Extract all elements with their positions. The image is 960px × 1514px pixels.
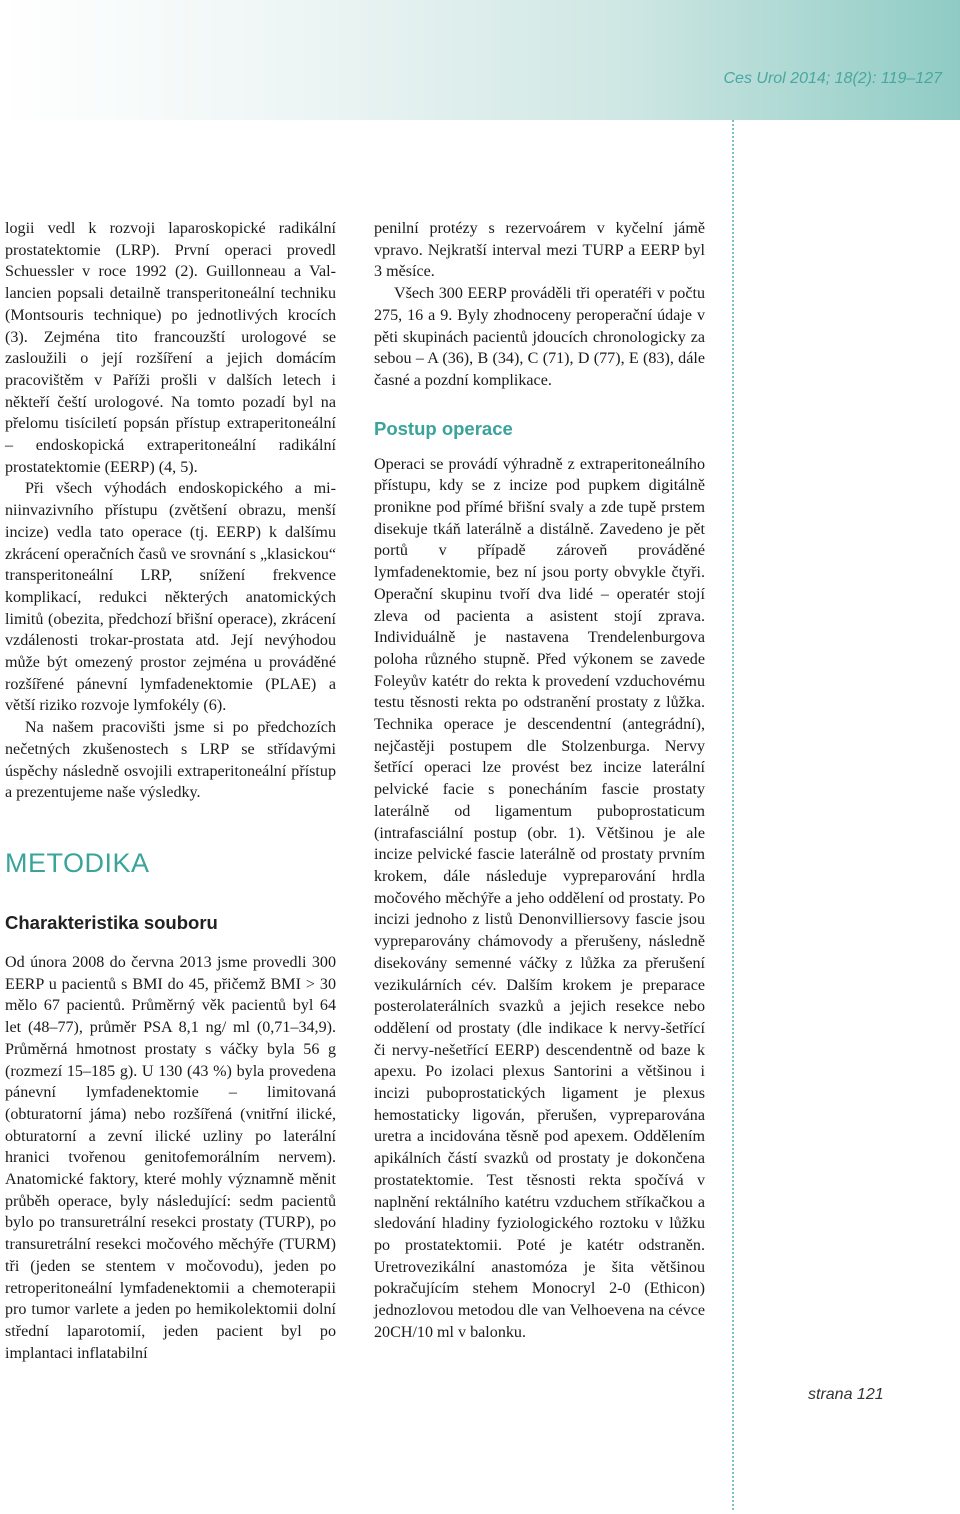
paragraph: logii vedl k rozvoji laparoskopické radikální prostatektomie (LRP). První operaci provedl Schuessler v roce 1992 (2). Guillonneau a Vallancien popsali detailně transperitoneální techniku (Montsouris technique) po jednotlivých krocích (3). Zejména tito francouzští urologové se zasloužili o její rozšíření a jejich domácím pracovištěm v Paříži prošli v dalších letech i někteří čeští urologové. Na tomto pozadí byl na přelomu tisíciletí popsán přístup extraperitoneální – endoskopická extraperitoneální radikální prostatektomie (EERP) (4, 5). <box>5 220 336 476</box>
right-column <box>374 218 705 1343</box>
paragraph: Operaci se provádí výhradně z extraperitoneálního přístupu, kdy se z incize pod pupkem digitálně pronikne pod přímé břišní svaly a zde tupě prstem disekuje tkáň laterálně a distálně. Zavedeno je pět portů v případě zároveň prováděné lymfadenektomie, bez ní jsou porty obvykle čtyři. Operační skupinu tvoří dva lidé – operatér stojí zleva od pacienta a asistent stojí zprava. Individuálně je nastavena Trendelenburgova poloha různého stupně. Před výkonem se zavede Foleyův katétr do rekta k provedení vzduchovému testu těsnosti rekta po odstranění prostaty z lůžka. Technika operace je descendentní (antegrádní), nejčastěji postupem dle Stolzenburga. Nervy šetřící operaci lze provést bez incize laterální pelvické facie s ponecháním fascie prostaty laterálně od ligamentum puboprostaticum (intrafasciální postup (obr. 1). Většinou je ale incize pelvické fascie laterálně od prostaty prvním krokem, dále následuje vypreparování hrdla močového měchýře a jeho oddělení od prostaty. Po incizi jednoho z listů Denonvilliersovy fascie jsou vypreparovány chámovody a přerušeny, následně disekovány semenné váčky z lůžka za přerušení vezikulárních cév. Dalším krokem je preparace posterolaterálních svazků a jejich resekce nebo oddělení od prostaty (dle indikace k nervy-šetřící či nervy-nešetřící EERP) descendentně od baze k apexu. Po izolaci plexus Santorini a většinou i incizi puboprostatických ligament je plexus hemostaticky ligován, přerušen, vypreparována uretra a incidována těsně pod apexem. Oddělením apikálních částí svazků od prostaty je dokončena prostatektomie. Test těsnosti rekta spočívá v naplnění rektálního katétru vzduchem stříkačkou a sledování hladiny fyziologického roztoku v lůžku po prostatektomii. Poté je katétr odstraněn. Uretrovezikální anastomóza je šita většinou pokračujícím stehem Monocryl 2-0 (Ethicon) jednozlovou metodou dle van Velhoevena na cévce 20CH/10 ml v balonku. <box>374 455 705 1341</box>
section-title: METODIKA <box>5 847 150 878</box>
paragraph: Od února 2008 do června 2013 jsme provedli 300 EERP u pacientů s BMI do 45, přičemž BMI > 30 mělo 67 pacientů. Průměrný věk pacientů byl 64 let (48–77), průměr PSA 8,1 ng/ ml (0,71–34,9). Průměrná hmotnost prostaty s váčky byla 56 g (rozmezí 15–185 g). U 130 (43 %) byla provedena pánevní lymfadenektomie – limitovaná (obturatorní jáma) nebo rozšířená (vnitřní ilické, obturatorní a zevní ilické uzliny po laterální hranici tvořenou genitofemorálním nervem). Anatomické faktory, které mohly významně měnit průběh operace, byly následující: sedm pacientů bylo po transuretrální resekci prostaty (TURP), po transuretrální resekci močového měchýře (TURM) tři (jeden se stentem v močovodu), jeden po retroperitoneální lymfadenektomii a chemoterapii pro tumor varlete a jeden po hemikolektomii dolní střední laparotomií, jeden pacient byl po implantaci inflatabilní <box>5 953 336 1362</box>
paragraph: Všech 300 EERP prováděli tři operatéři v počtu 275, 16 a 9. Byly zhodnoceny peroperační údaje v pěti skupinách pacientů jdoucích chronologicky za sebou – A (36), B (34), C (71), D (77), E (83), dále časné a pozdní komplikace. <box>374 285 705 389</box>
subsection-title: Charakteristika souboru <box>5 911 218 933</box>
paragraph: Na našem pracovišti jsme si po předchozích nečetných zkušenostech s LRP se střídavými úspěchy následně osvojili extraperitoneální přístup a prezentujeme naše výsledky. <box>5 719 336 802</box>
journal-reference: Ces Urol 2014; 18(2): 119–127 <box>723 70 942 87</box>
dotted-divider <box>732 120 734 1510</box>
header-band <box>0 0 960 120</box>
left-column <box>5 218 336 1364</box>
subsection-title: Postup operace <box>374 417 513 439</box>
paragraph: penilní protézy s rezervoárem v kyčelní jámě vpravo. Nejkratší interval mezi TURP a EERP byl 3 měsíce. <box>374 220 705 281</box>
paragraph: Při všech výhodách endoskopického a miniinvazivního přístupu (zvětšení obrazu, menší incize) vedla tato operace (tj. EERP) k dalšímu zkrácení operačních časů ve srovnání s „klasickou“ transperitoneální LRP, snížení frekvence komplikací, redukci některých anatomických limitů (obezita, předchozí břišní operace), zkrácení vzdálenosti trokar-prostata atd. Její nevýhodou může být omezený prostor zejména u prováděné rozšířené pánevní lymfadenektomie (PLAE) a větší riziko rozvoje lymfokély (6). <box>5 480 336 715</box>
page-number: strana 121 <box>808 1386 884 1403</box>
